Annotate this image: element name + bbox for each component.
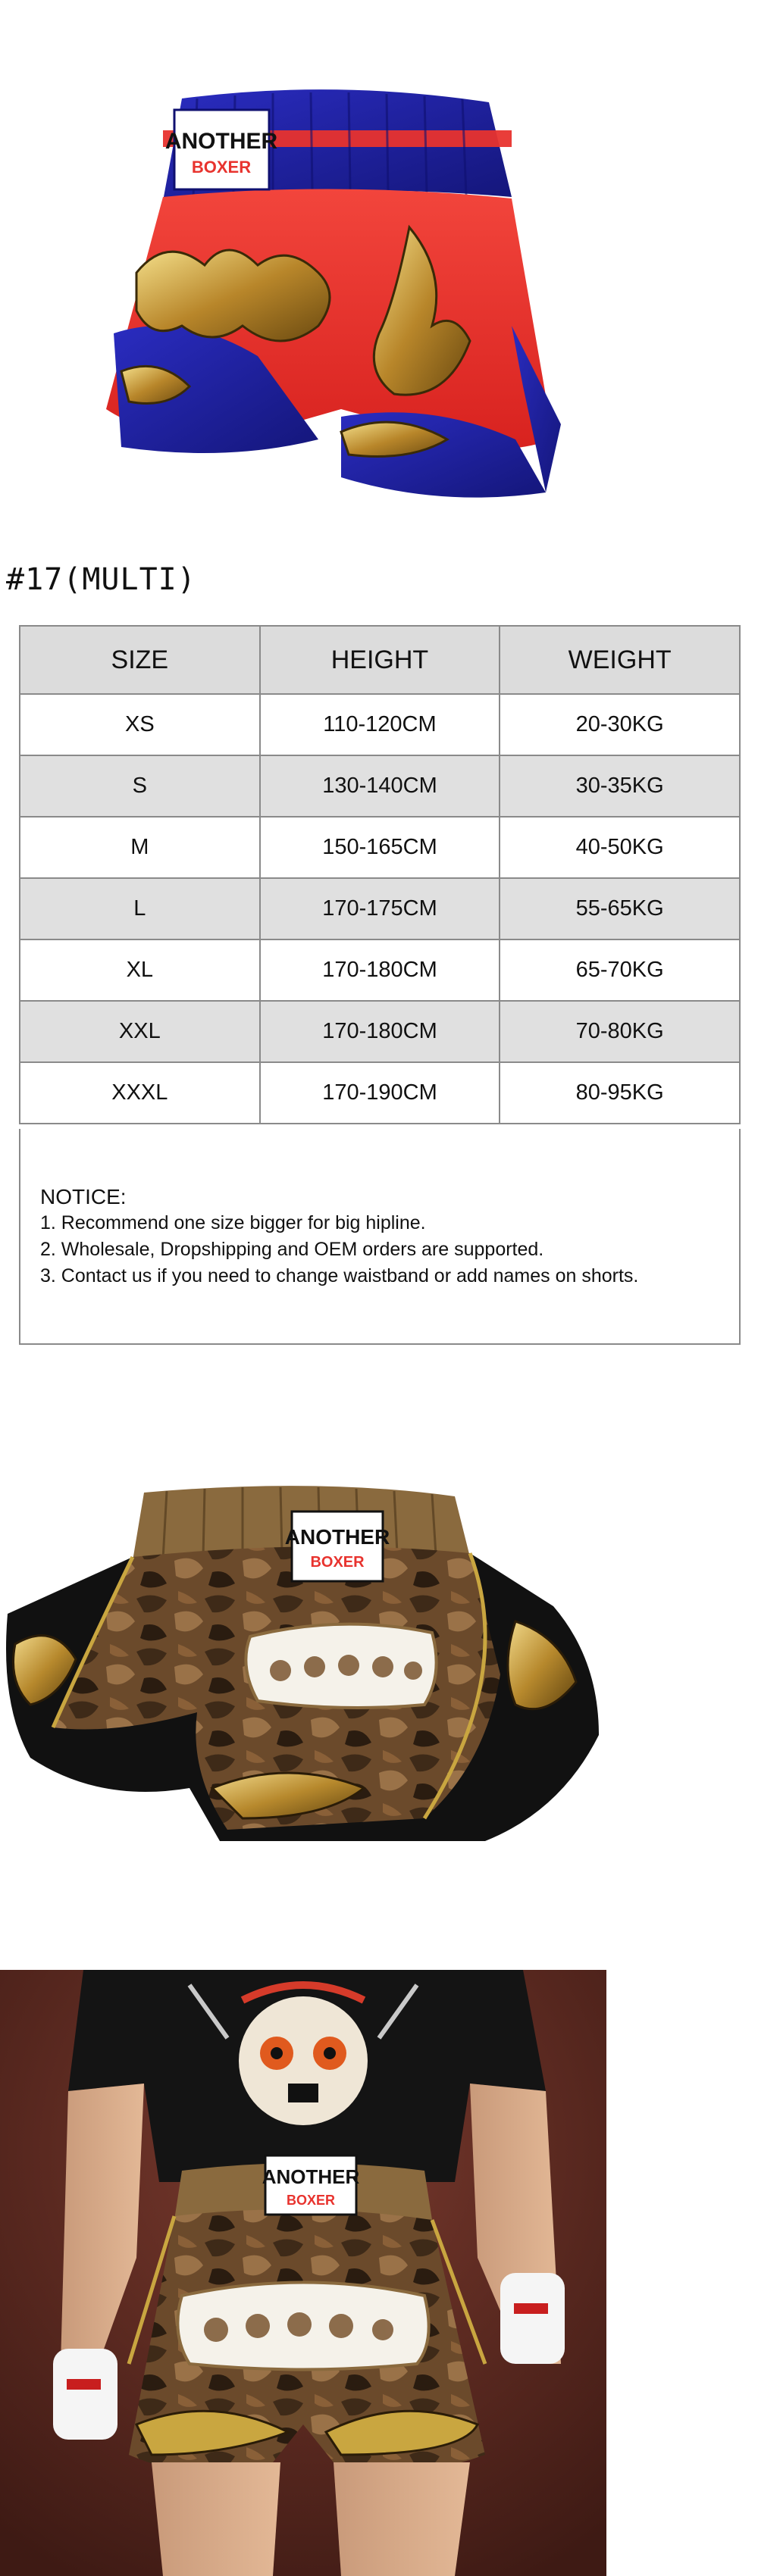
cell-size: XL <box>20 939 260 1001</box>
table-row <box>20 694 740 755</box>
cell-height: 130-140CM <box>260 755 500 817</box>
table-row <box>20 755 740 817</box>
product-image-camo-shorts <box>0 1485 606 1841</box>
notice-content <box>40 1183 638 1290</box>
table-row <box>20 878 740 939</box>
header-height: HEIGHT <box>260 626 500 694</box>
cell-size: XXL <box>20 1001 260 1062</box>
cell-weight: 20-30KG <box>500 694 740 755</box>
cell-height: 170-180CM <box>260 1001 500 1062</box>
cell-weight: 70-80KG <box>500 1001 740 1062</box>
header-size: SIZE <box>20 626 260 694</box>
cell-size: XXXL <box>20 1062 260 1124</box>
table-row <box>20 1001 740 1062</box>
size-chart-table <box>19 625 741 1124</box>
notice-item: 3. Contact us if you need to change waistband or add names on shorts. <box>40 1265 639 1286</box>
brand-patch-text-top: ANOTHER <box>262 2165 360 2188</box>
brand-patch-text-top: ANOTHER <box>284 1525 390 1549</box>
product-title: #17(MULTI) <box>6 562 196 597</box>
brand-patch-text-bottom: BOXER <box>286 2193 336 2208</box>
cell-height: 170-190CM <box>260 1062 500 1124</box>
notice-heading: NOTICE: <box>40 1185 127 1208</box>
table-header-row <box>20 626 740 694</box>
header-weight: WEIGHT <box>500 626 740 694</box>
notice-box <box>19 1129 741 1345</box>
cell-height: 110-120CM <box>260 694 500 755</box>
cell-weight: 40-50KG <box>500 817 740 878</box>
cell-size: L <box>20 878 260 939</box>
cell-weight: 65-70KG <box>500 939 740 1001</box>
cell-height: 170-175CM <box>260 878 500 939</box>
cell-height: 150-165CM <box>260 817 500 878</box>
brand-patch-text-top: ANOTHER <box>164 129 278 154</box>
table-row <box>20 817 740 878</box>
notice-item: 2. Wholesale, Dropshipping and OEM orders are supported. <box>40 1239 544 1260</box>
cell-size: S <box>20 755 260 817</box>
cell-size: XS <box>20 694 260 755</box>
table-row <box>20 939 740 1001</box>
cell-size: M <box>20 817 260 878</box>
brand-patch-text-bottom: BOXER <box>310 1554 365 1571</box>
brand-patch-text-bottom: BOXER <box>191 158 252 177</box>
product-image-red-blue-shorts <box>91 83 576 530</box>
notice-item: 1. Recommend one size bigger for big hipline. <box>40 1212 426 1233</box>
table-row <box>20 1062 740 1124</box>
cell-weight: 80-95KG <box>500 1062 740 1124</box>
cell-weight: 30-35KG <box>500 755 740 817</box>
cell-weight: 55-65KG <box>500 878 740 939</box>
product-image-model-photo <box>0 1970 606 2576</box>
cell-height: 170-180CM <box>260 939 500 1001</box>
